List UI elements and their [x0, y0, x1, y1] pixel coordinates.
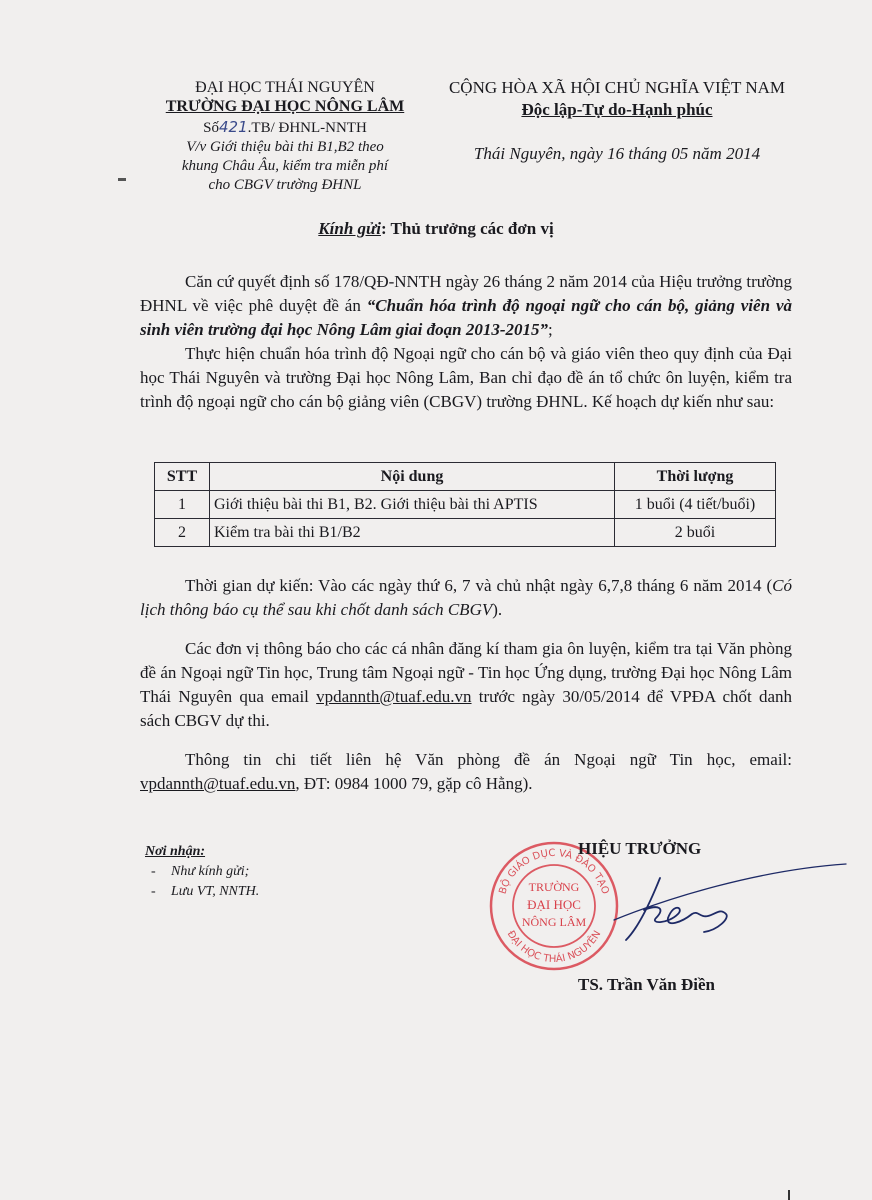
- greeting-recipients: : Thủ trưởng các đơn vị: [380, 219, 554, 238]
- plan-table: [154, 462, 776, 547]
- recipient-item: - Như kính gửi;: [145, 862, 259, 882]
- handwritten-signature: [608, 858, 848, 953]
- place-date: Thái Nguyên, ngày 16 tháng 05 năm 2014: [473, 144, 761, 163]
- row-stt: 1: [155, 491, 210, 519]
- paragraph-2: Thực hiện chuẩn hóa trình độ Ngoại ngữ cho cán bộ và giáo viên theo quy định của Đại học Thái Nguyên và trường Đại học Nông Lâm, Ban chỉ đạo đề án tổ chức ôn luyện, kiểm tra trình độ ngoại ngữ cho cán bộ giảng viên (CBGV) trường ĐHNL. Kế hoạch dự kiến như sau:: [140, 344, 792, 411]
- subject-line-2: khung Châu Âu, kiểm tra miễn phí: [181, 158, 389, 174]
- number-prefix: Số: [203, 120, 220, 136]
- table-row: [155, 491, 776, 519]
- recipient-item: - Lưu VT, NNTH.: [145, 882, 259, 902]
- handwritten-number: 421: [219, 118, 248, 136]
- seal-line-1: TRƯỜNG: [528, 880, 580, 894]
- issuer-header: [140, 78, 430, 195]
- project-title: “Chuẩn hóa trình độ ngoại ngữ cho cán bộ, giảng viên và sinh viên trường đại học Nông Lâm giai đoạn 2013-2015”: [140, 296, 792, 339]
- paragraph-4: [140, 637, 792, 733]
- seal-line-2: ĐẠI HỌC: [527, 897, 581, 912]
- email-link[interactable]: vpdannth@tuaf.edu.vn: [316, 687, 472, 706]
- row-content: Giới thiệu bài thi B1, B2. Giới thiệu bài thi APTIS: [210, 491, 615, 519]
- national-header: [418, 77, 816, 164]
- national-motto: Độc lập-Tự do-Hạnh phúc: [521, 100, 713, 119]
- row-content: Kiểm tra bài thi B1/B2: [210, 519, 615, 547]
- paragraph-5-text: Thông tin chi tiết liên hệ Văn phòng đề án Ngoại ngữ Tin học, email:: [185, 750, 792, 769]
- signatory-title: HIỆU TRƯỞNG: [578, 839, 702, 858]
- paragraph-4-tail: trước ngày 30/05/2014 để VPĐA chốt danh sách CBGV dự thi.: [140, 687, 793, 730]
- country-name: CỘNG HÒA XÃ HỘI CHỦ NGHĨA VIỆT NAM: [448, 78, 786, 97]
- header-duration: Thời lượng: [615, 463, 776, 491]
- table-header-row: [155, 463, 776, 491]
- subject-line-1: V/v Giới thiệu bài thi B1,B2 theo: [186, 139, 384, 155]
- greeting-label: Kính gửi: [318, 219, 381, 238]
- greeting: [0, 219, 872, 239]
- subject-line-3: cho CBGV trường ĐHNL: [208, 177, 362, 193]
- seal-outer-text: BỘ GIÁO DỤC VÀ ĐÀO TẠO: [497, 847, 611, 896]
- recipients-block: [145, 842, 259, 902]
- paragraph-1-text: Căn cứ quyết định số 178/QĐ-NNTH ngày 26 tháng 2 năm 2014 của Hiệu trưởng trường ĐHNL về việc phê duyệt đề án: [140, 272, 792, 315]
- row-duration: 2 buổi: [615, 519, 776, 547]
- document-number: [140, 117, 430, 138]
- paragraph-5-tail: , ĐT: 0984 1000 79, gặp cô Hằng).: [295, 774, 533, 793]
- paragraph-5: [140, 748, 792, 796]
- header-stt: STT: [155, 463, 210, 491]
- paragraph-1: [140, 270, 792, 342]
- paragraph-1-tail: ;: [548, 320, 553, 339]
- header-content: Nội dung: [210, 463, 615, 491]
- closing-paragraphs: [140, 574, 792, 796]
- scan-mark: [118, 178, 126, 181]
- paragraph-3-text: Thời gian dự kiến: Vào các ngày thứ 6, 7 và chủ nhật ngày 6,7,8 tháng 6 năm 2014 (: [185, 576, 773, 595]
- school-name: TRƯỜNG ĐẠI HỌC NÔNG LÂM: [165, 98, 405, 115]
- email-link[interactable]: vpdannth@tuaf.edu.vn: [140, 774, 296, 793]
- recipients-title: Nơi nhận:: [145, 844, 206, 859]
- paragraph-4-text: Các đơn vị thông báo cho các cá nhân đăng kí tham gia ôn luyện, kiểm tra tại Văn phòng đề án Ngoại ngữ Tin học, Trung tâm Ngoại ngữ - Tin học Ứng dụng, trường Đại học Nông Lâm Thái Nguyên qua email: [140, 639, 792, 706]
- university-name: ĐẠI HỌC THÁI NGUYÊN: [195, 79, 375, 96]
- schedule-note: Có lịch thông báo cụ thể sau khi chốt danh sách CBGV: [140, 576, 792, 619]
- seal-line-3: NÔNG LÂM: [521, 915, 587, 929]
- paragraph-3: [140, 574, 792, 622]
- row-stt: 2: [155, 519, 210, 547]
- table-row: [155, 519, 776, 547]
- number-suffix: .TB/ ĐHNL-NNTH: [247, 120, 367, 136]
- official-seal: [488, 840, 620, 972]
- row-duration: 1 buổi (4 tiết/buổi): [615, 491, 776, 519]
- intro-paragraphs: [140, 270, 792, 414]
- signatory-name: TS. Trần Văn Điền: [578, 975, 715, 994]
- seal-bottom-text: ĐẠI HỌC THÁI NGUYÊN: [504, 929, 604, 966]
- scan-mark: [788, 1190, 790, 1200]
- paragraph-3-tail: ).: [492, 600, 503, 619]
